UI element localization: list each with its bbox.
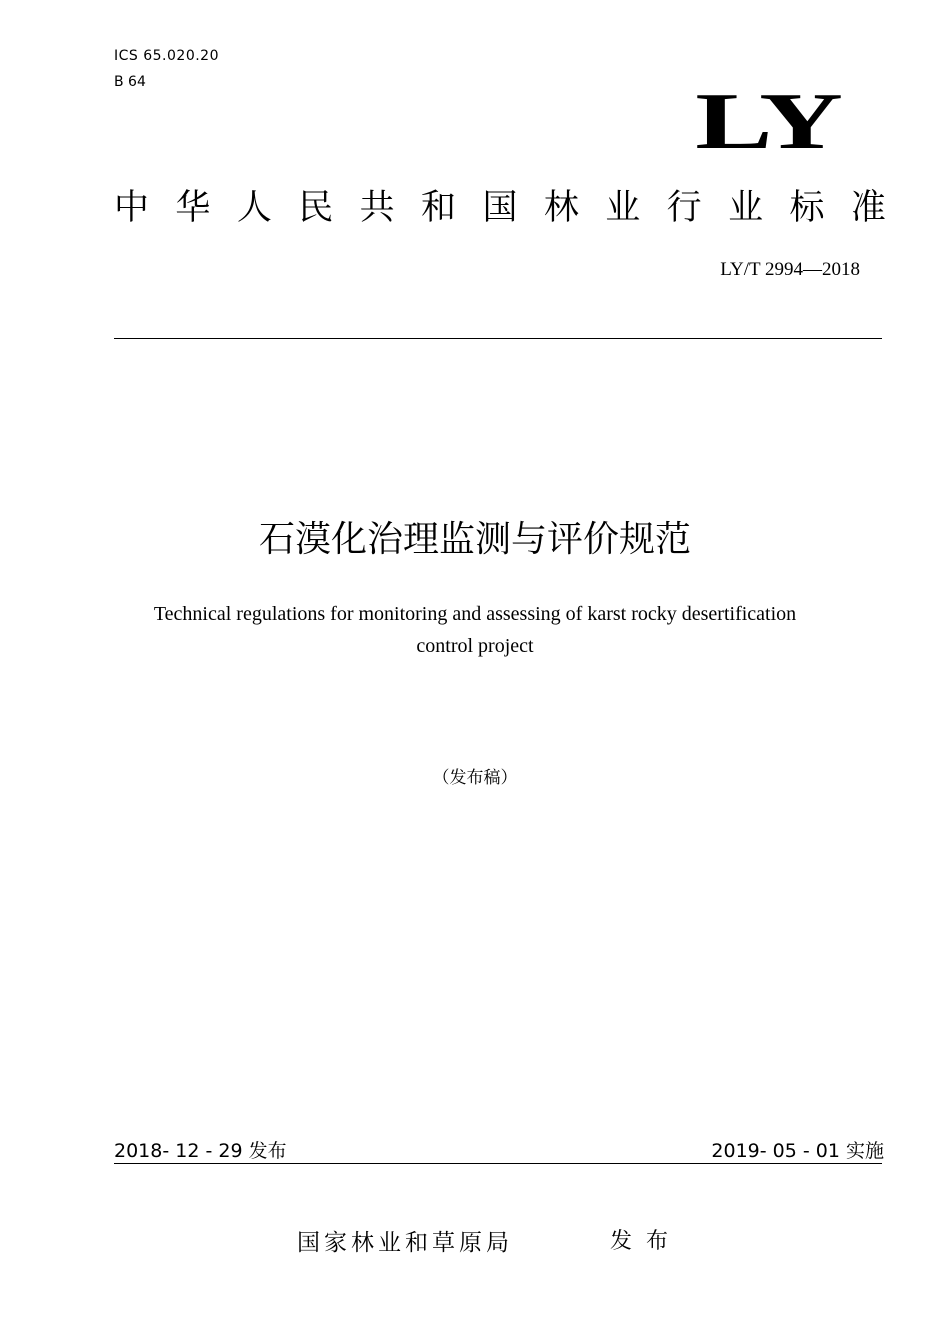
title-char: 行 bbox=[666, 188, 702, 228]
title-char: 华 bbox=[175, 188, 211, 228]
title-en-line2: control project bbox=[416, 635, 534, 657]
title-char: 共 bbox=[359, 188, 395, 228]
ly-logo: LY bbox=[695, 78, 840, 166]
standard-number: LY/T 2994—2018 bbox=[720, 259, 860, 280]
draft-status: （发布稿） bbox=[432, 768, 518, 788]
title-char: 准 bbox=[850, 188, 886, 228]
title-char: 人 bbox=[236, 188, 272, 228]
title-char: 中 bbox=[114, 188, 150, 228]
title-char: 业 bbox=[605, 188, 641, 228]
bottom-divider bbox=[114, 1163, 882, 1164]
ccs-code: B 64 bbox=[114, 74, 146, 90]
title-char: 林 bbox=[543, 188, 579, 228]
title-en-line1: Technical regulations for monitoring and assessing of karst rocky desertification bbox=[153, 603, 797, 625]
ics-code: ICS 65.020.20 bbox=[114, 48, 219, 64]
title-char: 民 bbox=[298, 188, 334, 228]
issue-label: 发布 bbox=[610, 1229, 683, 1254]
implement-date: 2019- 05 - 01 实施 bbox=[711, 1140, 884, 1162]
title-char: 和 bbox=[421, 188, 457, 228]
document-title-en bbox=[100, 598, 850, 662]
standard-type-title bbox=[114, 186, 886, 230]
title-char: 国 bbox=[482, 188, 518, 228]
top-divider bbox=[114, 338, 882, 339]
issuing-authority: 国家林业和草原局 bbox=[297, 1230, 513, 1256]
title-char: 标 bbox=[789, 188, 825, 228]
title-char: 业 bbox=[728, 188, 764, 228]
publish-date: 2018- 12 - 29 发布 bbox=[114, 1140, 287, 1162]
document-title-cn: 石漠化治理监测与评价规范 bbox=[258, 519, 691, 560]
